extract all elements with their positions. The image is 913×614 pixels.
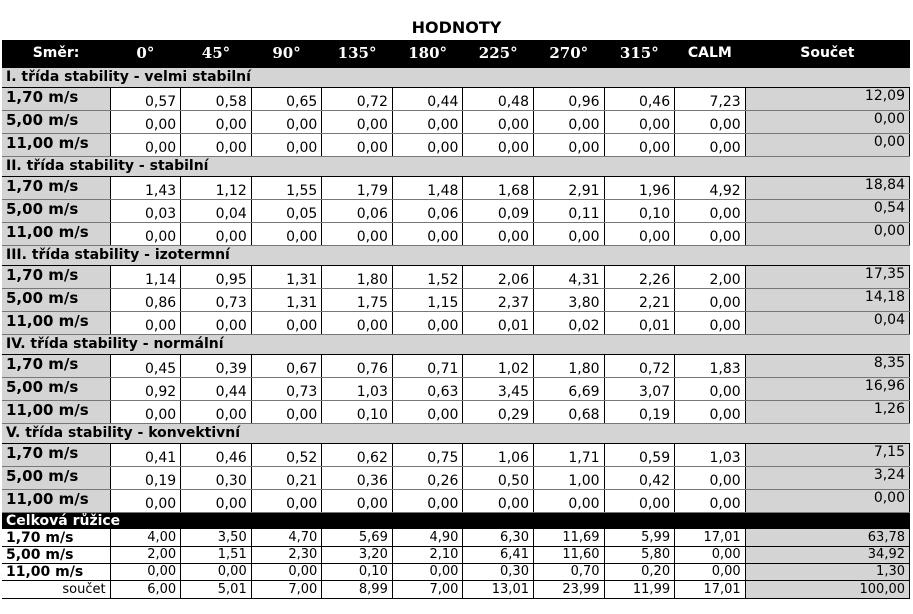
value-cell: 0,00 <box>533 133 604 156</box>
value-cell: 1,15 <box>392 288 463 311</box>
value-cell: 0,72 <box>604 354 675 377</box>
value-cell: 1,83 <box>675 354 746 377</box>
section-title: IV. třída stability - normální <box>2 334 910 354</box>
value-cell: 0,19 <box>604 400 675 423</box>
value-cell: 0,11 <box>533 199 604 222</box>
value-cell: 0,52 <box>251 443 322 466</box>
value-cell: 8,99 <box>322 580 393 598</box>
value-cell: 0,00 <box>181 489 252 512</box>
value-cell: 1,68 <box>463 176 534 199</box>
value-cell: 0,00 <box>110 489 181 512</box>
value-cell: 0,00 <box>604 110 675 133</box>
value-cell: 0,00 <box>675 546 746 563</box>
value-cell: 0,00 <box>251 222 322 245</box>
value-cell: 3,50 <box>181 529 252 546</box>
column-header: 135° <box>322 40 393 67</box>
value-cell: 0,03 <box>110 199 181 222</box>
value-cell: 0,70 <box>533 563 604 580</box>
value-cell: 1,51 <box>181 546 252 563</box>
sum-cell: 0,04 <box>745 311 909 334</box>
value-cell: 2,30 <box>251 546 322 563</box>
table-row <box>2 288 910 311</box>
column-header: 225° <box>463 40 534 67</box>
value-cell: 0,63 <box>392 377 463 400</box>
table-row <box>2 354 910 377</box>
speed-label: 5,00 m/s <box>2 110 110 133</box>
value-cell: 0,30 <box>181 466 252 489</box>
value-cell: 6,41 <box>463 546 534 563</box>
value-cell: 4,31 <box>533 265 604 288</box>
section-title: II. třída stability - stabilní <box>2 156 910 176</box>
value-cell: 0,00 <box>322 489 393 512</box>
value-cell: 5,99 <box>604 529 675 546</box>
value-cell: 0,00 <box>251 400 322 423</box>
value-cell: 0,21 <box>251 466 322 489</box>
value-cell: 0,00 <box>675 466 746 489</box>
value-cell: 0,86 <box>110 288 181 311</box>
table-row <box>2 377 910 400</box>
value-cell: 0,41 <box>110 443 181 466</box>
value-cell: 0,00 <box>463 222 534 245</box>
value-cell: 0,00 <box>604 222 675 245</box>
value-cell: 0,76 <box>322 354 393 377</box>
value-cell: 2,21 <box>604 288 675 311</box>
value-cell: 1,96 <box>604 176 675 199</box>
value-cell: 0,62 <box>322 443 393 466</box>
value-cell: 4,92 <box>675 176 746 199</box>
value-cell: 2,37 <box>463 288 534 311</box>
value-cell: 0,36 <box>322 466 393 489</box>
header-row <box>2 40 910 67</box>
table-row <box>2 400 910 423</box>
value-cell: 1,75 <box>322 288 393 311</box>
speed-label: 1,70 m/s <box>2 87 110 110</box>
value-cell: 3,07 <box>604 377 675 400</box>
value-cell: 0,00 <box>675 377 746 400</box>
value-cell: 0,73 <box>251 377 322 400</box>
value-cell: 4,00 <box>110 529 181 546</box>
value-cell: 11,69 <box>533 529 604 546</box>
sum-cell: 63,78 <box>745 529 909 546</box>
value-cell: 0,00 <box>675 563 746 580</box>
section-header-row <box>2 423 910 443</box>
column-header: Součet <box>745 40 909 67</box>
value-cell: 0,00 <box>533 110 604 133</box>
value-cell: 0,75 <box>392 443 463 466</box>
value-cell: 0,00 <box>392 222 463 245</box>
value-cell: 0,00 <box>110 563 181 580</box>
value-cell: 1,48 <box>392 176 463 199</box>
table-row <box>2 176 910 199</box>
speed-label: součet <box>2 580 110 598</box>
column-header: Směr: <box>2 40 110 67</box>
value-cell: 2,10 <box>392 546 463 563</box>
value-cell: 0,59 <box>604 443 675 466</box>
value-cell: 6,69 <box>533 377 604 400</box>
value-cell: 6,30 <box>463 529 534 546</box>
value-cell: 0,00 <box>392 563 463 580</box>
total-title: Celková růžice <box>2 512 910 529</box>
value-cell: 0,00 <box>251 563 322 580</box>
value-cell: 1,43 <box>110 176 181 199</box>
column-header: 45° <box>181 40 252 67</box>
value-cell: 2,26 <box>604 265 675 288</box>
value-cell: 1,03 <box>675 443 746 466</box>
value-cell: 0,30 <box>463 563 534 580</box>
value-cell: 0,06 <box>322 199 393 222</box>
sum-cell: 17,35 <box>745 265 909 288</box>
value-cell: 0,00 <box>463 489 534 512</box>
sum-cell: 34,92 <box>745 546 909 563</box>
value-cell: 1,00 <box>533 466 604 489</box>
value-cell: 0,19 <box>110 466 181 489</box>
value-cell: 7,00 <box>251 580 322 598</box>
value-cell: 0,96 <box>533 87 604 110</box>
speed-label: 11,00 m/s <box>2 489 110 512</box>
table-body <box>2 40 910 598</box>
value-cell: 0,10 <box>604 199 675 222</box>
total-header-row <box>2 512 910 529</box>
value-cell: 0,58 <box>181 87 252 110</box>
value-cell: 4,90 <box>392 529 463 546</box>
value-cell: 3,45 <box>463 377 534 400</box>
value-cell: 0,01 <box>463 311 534 334</box>
value-cell: 0,00 <box>533 222 604 245</box>
value-cell: 0,00 <box>675 222 746 245</box>
value-cell: 3,20 <box>322 546 393 563</box>
value-cell: 0,29 <box>463 400 534 423</box>
value-cell: 0,00 <box>181 133 252 156</box>
value-cell: 0,00 <box>322 133 393 156</box>
column-header: 180° <box>392 40 463 67</box>
value-cell: 1,52 <box>392 265 463 288</box>
value-cell: 0,71 <box>392 354 463 377</box>
value-cell: 0,00 <box>392 489 463 512</box>
value-cell: 0,48 <box>463 87 534 110</box>
value-cell: 1,14 <box>110 265 181 288</box>
value-cell: 1,02 <box>463 354 534 377</box>
value-cell: 0,00 <box>251 311 322 334</box>
value-cell: 0,00 <box>675 288 746 311</box>
table-row <box>2 222 910 245</box>
value-cell: 0,00 <box>675 311 746 334</box>
value-cell: 1,12 <box>181 176 252 199</box>
value-cell: 0,06 <box>392 199 463 222</box>
speed-label: 5,00 m/s <box>2 199 110 222</box>
sum-cell: 14,18 <box>745 288 909 311</box>
value-cell: 7,23 <box>675 87 746 110</box>
value-cell: 0,45 <box>110 354 181 377</box>
value-cell: 0,00 <box>251 110 322 133</box>
value-cell: 0,04 <box>181 199 252 222</box>
value-cell: 0,05 <box>251 199 322 222</box>
section-header-row <box>2 334 910 354</box>
value-cell: 0,00 <box>110 311 181 334</box>
value-cell: 0,65 <box>251 87 322 110</box>
section-title: I. třída stability - velmi stabilní <box>2 67 910 87</box>
value-cell: 1,55 <box>251 176 322 199</box>
speed-label: 5,00 m/s <box>2 546 110 563</box>
value-cell: 0,00 <box>604 133 675 156</box>
value-cell: 1,03 <box>322 377 393 400</box>
value-cell: 0,72 <box>322 87 393 110</box>
total-row <box>2 529 910 546</box>
speed-label: 1,70 m/s <box>2 443 110 466</box>
sum-cell: 0,00 <box>745 133 909 156</box>
value-cell: 0,26 <box>392 466 463 489</box>
value-cell: 0,00 <box>463 133 534 156</box>
table-row <box>2 443 910 466</box>
value-cell: 2,00 <box>675 265 746 288</box>
value-cell: 0,68 <box>533 400 604 423</box>
speed-label: 5,00 m/s <box>2 288 110 311</box>
value-cell: 0,44 <box>181 377 252 400</box>
value-cell: 0,00 <box>251 133 322 156</box>
grand-total-row <box>2 580 910 598</box>
value-cell: 0,00 <box>675 199 746 222</box>
table-row <box>2 133 910 156</box>
table-row <box>2 87 910 110</box>
sum-cell: 12,09 <box>745 87 909 110</box>
value-cell: 0,00 <box>392 400 463 423</box>
value-cell: 5,69 <box>322 529 393 546</box>
sum-cell: 16,96 <box>745 377 909 400</box>
value-cell: 1,71 <box>533 443 604 466</box>
value-cell: 7,00 <box>392 580 463 598</box>
value-cell: 0,50 <box>463 466 534 489</box>
value-cell: 0,92 <box>110 377 181 400</box>
speed-label: 1,70 m/s <box>2 354 110 377</box>
page-title: HODNOTY <box>411 18 502 37</box>
table-row <box>2 489 910 512</box>
value-cell: 1,80 <box>533 354 604 377</box>
value-cell: 0,67 <box>251 354 322 377</box>
value-cell: 11,60 <box>533 546 604 563</box>
value-cell: 11,99 <box>604 580 675 598</box>
speed-label: 1,70 m/s <box>2 176 110 199</box>
value-cell: 0,00 <box>181 563 252 580</box>
value-cell: 0,57 <box>110 87 181 110</box>
value-cell: 0,00 <box>251 489 322 512</box>
value-cell: 0,00 <box>392 311 463 334</box>
section-title: III. třída stability - izotermní <box>2 245 910 265</box>
table-row <box>2 110 910 133</box>
column-header: 90° <box>251 40 322 67</box>
total-row <box>2 546 910 563</box>
value-cell: 0,00 <box>675 133 746 156</box>
table-row <box>2 199 910 222</box>
value-cell: 0,10 <box>322 400 393 423</box>
value-cell: 1,79 <box>322 176 393 199</box>
sum-cell: 3,24 <box>745 466 909 489</box>
speed-label: 11,00 m/s <box>2 133 110 156</box>
value-cell: 0,00 <box>322 222 393 245</box>
value-cell: 0,20 <box>604 563 675 580</box>
section-header-row <box>2 156 910 176</box>
value-cell: 0,00 <box>181 311 252 334</box>
sum-cell: 0,00 <box>745 110 909 133</box>
value-cell: 3,80 <box>533 288 604 311</box>
value-cell: 1,80 <box>322 265 393 288</box>
section-header-row <box>2 67 910 87</box>
value-cell: 0,00 <box>110 110 181 133</box>
value-cell: 0,00 <box>110 133 181 156</box>
section-title: V. třída stability - konvektivní <box>2 423 910 443</box>
value-cell: 0,73 <box>181 288 252 311</box>
value-cell: 0,44 <box>392 87 463 110</box>
value-cell: 23,99 <box>533 580 604 598</box>
value-cell: 0,39 <box>181 354 252 377</box>
speed-label: 11,00 m/s <box>2 311 110 334</box>
value-cell: 2,00 <box>110 546 181 563</box>
sum-cell: 0,54 <box>745 199 909 222</box>
value-cell: 0,00 <box>675 400 746 423</box>
section-header-row <box>2 245 910 265</box>
value-cell: 0,00 <box>181 222 252 245</box>
speed-label: 11,00 m/s <box>2 400 110 423</box>
sum-cell: 0,00 <box>745 222 909 245</box>
value-cell: 0,00 <box>392 110 463 133</box>
value-cell: 0,42 <box>604 466 675 489</box>
speed-label: 5,00 m/s <box>2 377 110 400</box>
column-header: 315° <box>604 40 675 67</box>
sum-cell: 0,00 <box>745 489 909 512</box>
sum-cell: 1,30 <box>745 563 909 580</box>
value-cell: 0,00 <box>110 222 181 245</box>
table-row <box>2 466 910 489</box>
value-cell: 2,91 <box>533 176 604 199</box>
value-cell: 0,00 <box>322 311 393 334</box>
value-cell: 0,00 <box>322 110 393 133</box>
value-cell: 17,01 <box>675 580 746 598</box>
value-cell: 5,01 <box>181 580 252 598</box>
total-row <box>2 563 910 580</box>
sum-cell: 18,84 <box>745 176 909 199</box>
value-cell: 0,00 <box>604 489 675 512</box>
value-cell: 0,00 <box>110 400 181 423</box>
column-header: 0° <box>110 40 181 67</box>
wind-rose-table <box>2 40 910 599</box>
value-cell: 0,00 <box>392 133 463 156</box>
value-cell: 1,31 <box>251 265 322 288</box>
sum-cell: 8,35 <box>745 354 909 377</box>
value-cell: 0,09 <box>463 199 534 222</box>
value-cell: 0,00 <box>675 489 746 512</box>
column-header: CALM <box>675 40 746 67</box>
speed-label: 11,00 m/s <box>2 563 110 580</box>
value-cell: 4,70 <box>251 529 322 546</box>
value-cell: 13,01 <box>463 580 534 598</box>
speed-label: 1,70 m/s <box>2 529 110 546</box>
value-cell: 0,01 <box>604 311 675 334</box>
sum-cell: 100,00 <box>745 580 909 598</box>
value-cell: 0,95 <box>181 265 252 288</box>
value-cell: 0,00 <box>533 489 604 512</box>
speed-label: 1,70 m/s <box>2 265 110 288</box>
value-cell: 17,01 <box>675 529 746 546</box>
value-cell: 0,10 <box>322 563 393 580</box>
value-cell: 1,06 <box>463 443 534 466</box>
value-cell: 0,46 <box>604 87 675 110</box>
value-cell: 0,00 <box>181 400 252 423</box>
column-header: 270° <box>533 40 604 67</box>
sum-cell: 7,15 <box>745 443 909 466</box>
table-row <box>2 311 910 334</box>
value-cell: 0,02 <box>533 311 604 334</box>
value-cell: 2,06 <box>463 265 534 288</box>
value-cell: 5,80 <box>604 546 675 563</box>
value-cell: 1,31 <box>251 288 322 311</box>
value-cell: 0,00 <box>675 110 746 133</box>
value-cell: 0,46 <box>181 443 252 466</box>
table-row <box>2 265 910 288</box>
value-cell: 0,00 <box>463 110 534 133</box>
speed-label: 5,00 m/s <box>2 466 110 489</box>
speed-label: 11,00 m/s <box>2 222 110 245</box>
value-cell: 0,00 <box>181 110 252 133</box>
value-cell: 6,00 <box>110 580 181 598</box>
sum-cell: 1,26 <box>745 400 909 423</box>
